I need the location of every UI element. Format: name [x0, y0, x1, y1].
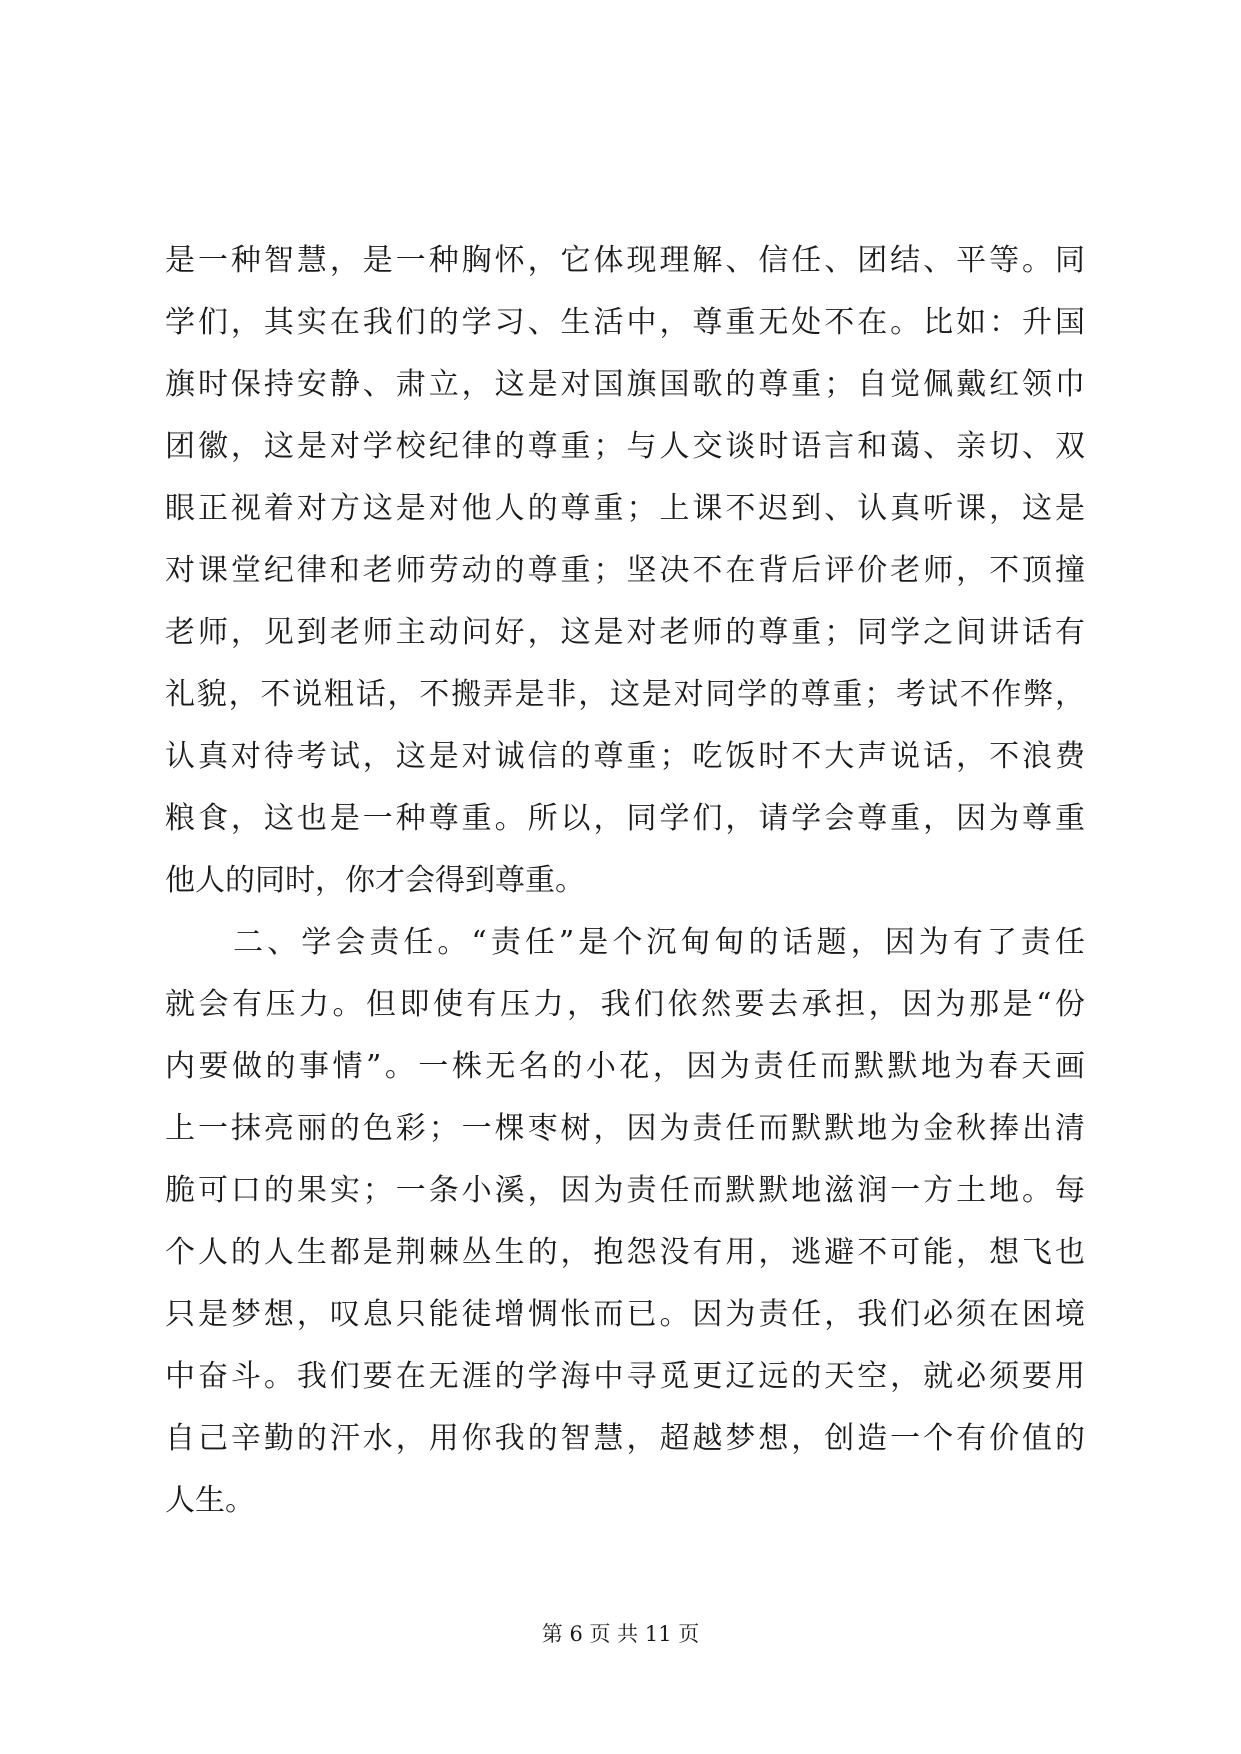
- text-line: 粮食，这也是一种尊重。所以，同学们，请学会尊重，因为尊重: [165, 801, 1085, 836]
- text-line: 他人的同时，你才会得到尊重。: [165, 863, 585, 898]
- text-line: 只是梦想，叹息只能徒增惆怅而已。因为责任，我们必须在困境: [165, 1297, 1085, 1332]
- text-line: 团徽，这是对学校纪律的尊重；与人交谈时语言和蔼、亲切、双: [165, 429, 1085, 464]
- text-line: 内要做的事情”。一株无名的小花，因为责任而默默地为春天画: [165, 1049, 1085, 1084]
- text-line: 认真对待考试，这是对诚信的尊重；吃饭时不大声说话，不浪费: [165, 739, 1085, 774]
- text-line: 上一抹亮丽的色彩；一棵枣树，因为责任而默默地为金秋捧出清: [165, 1111, 1085, 1146]
- text-line: 老师，见到老师主动问好，这是对老师的尊重；同学之间讲话有: [165, 615, 1085, 650]
- text-line: 是一种智慧，是一种胸怀，它体现理解、信任、团结、平等。同: [165, 243, 1085, 278]
- text-line: 就会有压力。但即使有压力，我们依然要去承担，因为那是“份: [165, 987, 1085, 1022]
- text-line: 个人的人生都是荆棘丛生的，抱怨没有用，逃避不可能，想飞也: [165, 1235, 1085, 1270]
- text-line: 人生。: [165, 1483, 255, 1518]
- text-line: 二、学会责任。“责任”是个沉甸甸的话题，因为有了责任: [165, 925, 1085, 960]
- text-line: 脆可口的果实；一条小溪，因为责任而默默地滋润一方土地。每: [165, 1173, 1085, 1208]
- text-line: 学们，其实在我们的学习、生活中，尊重无处不在。比如：升国: [165, 305, 1085, 340]
- text-line: 礼貌，不说粗话，不搬弄是非，这是对同学的尊重；考试不作弊，: [165, 677, 1085, 712]
- text-line: 眼正视着对方这是对他人的尊重；上课不迟到、认真听课，这是: [165, 491, 1085, 526]
- page-number-footer: 第 6 页 共 11 页: [541, 1622, 700, 1646]
- text-line: 对课堂纪律和老师劳动的尊重；坚决不在背后评价老师，不顶撞: [165, 553, 1085, 588]
- text-line: 旗时保持安静、肃立，这是对国旗国歌的尊重；自觉佩戴红领巾: [165, 367, 1085, 402]
- text-line: 自己辛勤的汗水，用你我的智慧，超越梦想，创造一个有价值的: [165, 1421, 1085, 1456]
- body-text: [165, 230, 1085, 1532]
- text-line: 中奋斗。我们要在无涯的学海中寻觅更辽远的天空，就必须要用: [165, 1359, 1085, 1394]
